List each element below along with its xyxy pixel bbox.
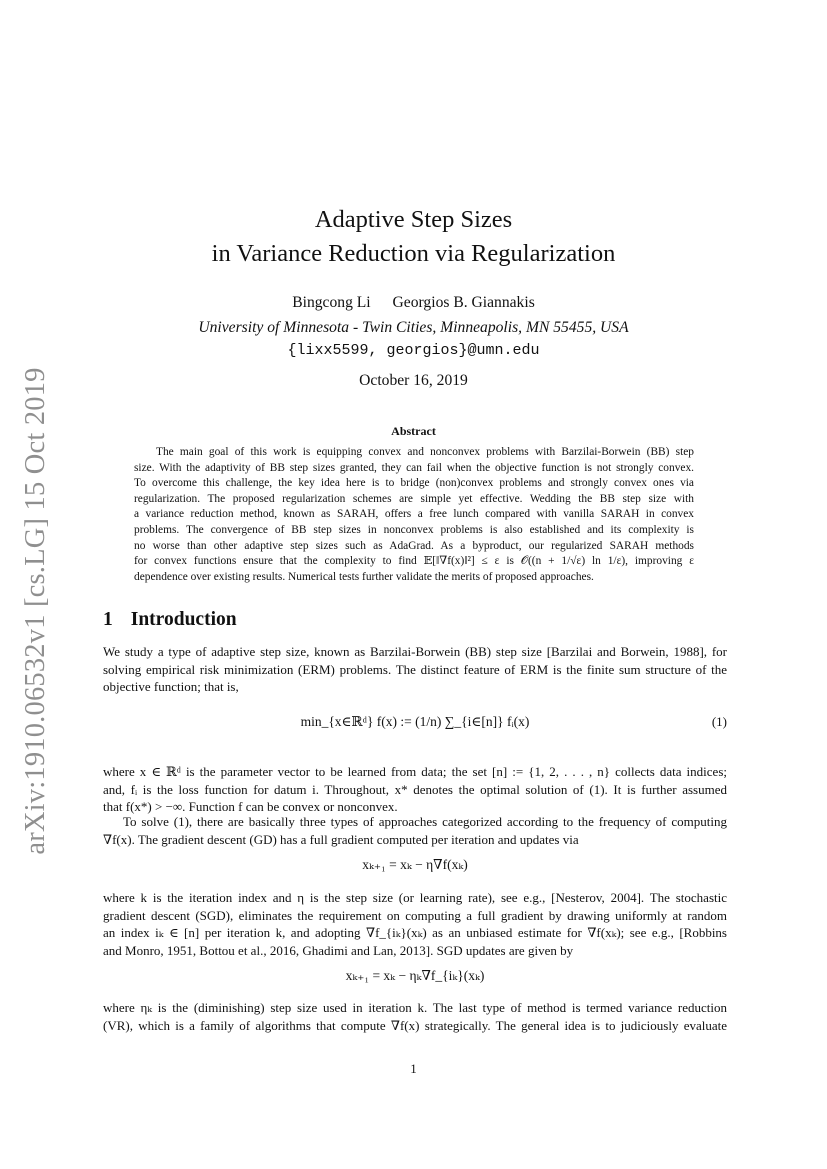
author-email: {lixx5599, georgios}@umn.edu xyxy=(287,342,540,359)
title-line-2: in Variance Reduction via Regularization xyxy=(211,240,616,267)
affiliation: University of Minnesota - Twin Cities, Minneapolis, MN 55455, USA xyxy=(198,319,629,336)
section-number: 1 xyxy=(103,609,113,630)
paper-date: October 16, 2019 xyxy=(359,372,468,389)
paragraph-line: ∇f(x). The gradient descent (GD) has a full gradient computed per iteration and updates via xyxy=(103,831,579,847)
author-list xyxy=(0,293,827,313)
abstract-line: a variance reduction method, known as SARAH, offers a free lunch compared with vanilla SARAH in convex xyxy=(134,508,694,521)
paragraph-line: where ηₖ is the (diminishing) step size used in iteration k. The last type of method is termed variance reduction xyxy=(103,1000,727,1015)
equation-gd-update: xₖ₊₁ = xₖ − η∇f(xₖ) xyxy=(362,857,468,872)
abstract-line: The main goal of this work is equipping convex and nonconvex problems with Barzilai-Borwein (BB) step xyxy=(156,446,694,458)
paragraph-line: gradient descent (SGD), eliminates the requirement on computing a full gradient by drawing uniformly at random xyxy=(103,907,727,923)
abstract-line: no worse than other adaptive step sizes such as AdaGrad. As a byproduct, our regularized SARAH methods xyxy=(134,539,694,552)
paragraph-line: an index iₖ ∈ [n] per iteration k, and adopting ∇f_{iₖ}(xₖ) as an unbiased estimate for ∇f(xₖ); see e.g., [Robbins xyxy=(103,925,727,941)
intro-paragraph-5 xyxy=(103,999,727,1034)
page-number: 1 xyxy=(410,1061,417,1076)
paragraph-line: where k is the iteration index and η is the step size (or learning rate), see e.g., [Nesterov, 2004]. The stochastic xyxy=(103,890,727,905)
equation-1-number: (1) xyxy=(711,714,727,729)
abstract-line: dependence over existing results. Numerical tests further validate the merits of proposed approaches. xyxy=(134,570,594,583)
abstract-line: problems. The convergence of BB step sizes in nonconvex problems is also established and its complexity is xyxy=(134,523,694,536)
section-title: Introduction xyxy=(130,609,237,630)
arxiv-identifier-stamp: arXiv:1910.06532v1 [cs.LG] 15 Oct 2019 xyxy=(20,367,51,855)
intro-paragraph-3 xyxy=(103,813,727,848)
paragraph-line: that f(x*) > −∞. Function f can be convex or nonconvex. xyxy=(103,799,398,815)
paragraph-line: To solve (1), there are basically three types of approaches categorized according to the frequency of computing xyxy=(123,814,727,829)
abstract-body xyxy=(134,445,694,585)
paragraph-line: and Monro, 1951, Bottou et al., 2016, Ghadimi and Lan, 2013]. SGD updates are given by xyxy=(103,943,574,959)
paper-title xyxy=(0,203,827,271)
author-2: Georgios B. Giannakis xyxy=(392,294,535,311)
abstract-line: To overcome this challenge, the key idea here is to bridge (non)convex problems and strongly convex ones via xyxy=(134,477,694,490)
abstract-line: for convex functions ensure that the complexity to find 𝔼[‖∇f(x)‖²] ≤ ε is 𝒪((n + 1/√ε) ln 1/ε), improving ε xyxy=(134,555,694,568)
paragraph-line: (VR), which is a family of algorithms that compute ∇f(x) strategically. The general idea is to judiciously evaluate xyxy=(103,1017,727,1033)
abstract-heading: Abstract xyxy=(391,424,436,438)
paragraph-line: objective function; that is, xyxy=(103,679,239,695)
paragraph-line: We study a type of adaptive step size, known as Barzilai-Borwein (BB) step size [Barzilai and Borwein, 1988], for xyxy=(103,644,727,659)
section-heading-introduction xyxy=(103,607,237,633)
author-1: Bingcong Li xyxy=(292,294,371,311)
equation-1: min_{x∈ℝᵈ} f(x) := (1/n) ∑_{i∈[n]} fᵢ(x) xyxy=(300,714,530,729)
equation-sgd-update: xₖ₊₁ = xₖ − ηₖ∇f_{iₖ}(xₖ) xyxy=(345,968,485,983)
intro-paragraph-1 xyxy=(103,643,727,696)
paragraph-line: solving empirical risk minimization (ERM) problems. The distinct feature of ERM is the finite sum structure of the xyxy=(103,661,727,677)
title-line-1: Adaptive Step Sizes xyxy=(314,206,513,233)
paragraph-line: and, fᵢ is the loss function for datum i. Throughout, x* denotes the optimal solution of (1). It is further assumed xyxy=(103,781,727,797)
intro-paragraph-4 xyxy=(103,889,727,960)
paragraph-line: where x ∈ ℝᵈ is the parameter vector to be learned from data; the set [n] := {1, 2, . . . , n} collects data indices; xyxy=(103,764,727,779)
abstract-line: regularization. The proposed regularization schemes are simple yet effective. Wedding the BB step size with xyxy=(134,492,694,505)
intro-paragraph-2 xyxy=(103,763,727,816)
abstract-line: size. With the adaptivity of BB step sizes granted, they can fail when the objective function is not strongly convex. xyxy=(134,461,694,474)
